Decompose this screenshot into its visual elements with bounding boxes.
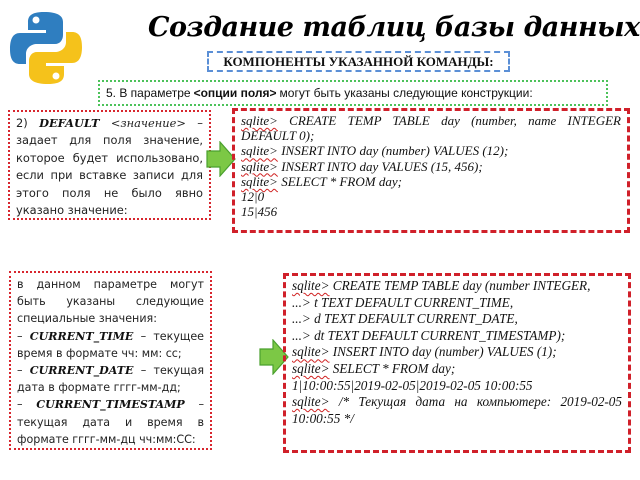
intro-box (98, 80, 608, 106)
default-description-box (8, 110, 211, 220)
special-value-item: – CURRENT_TIME – текущее время в формате чч: мм: сс; (17, 329, 204, 360)
page-title: Создание таблиц базы данных (148, 12, 640, 43)
code-line: sqlite> SELECT * FROM day; (241, 173, 402, 189)
special-values-intro: в данном параметре могут быть указаны следующие специальные значения: (17, 278, 204, 326)
code-line: sqlite> INSERT INTO day (number) VALUES (1); (292, 344, 557, 360)
code-line: ...> dt TEXT DEFAULT CURRENT_TIMESTAMP); (292, 327, 566, 343)
default-code-example (232, 108, 630, 233)
code-output: 1|10:00:55|2019-02-05|2019-02-05 10:00:55 (292, 377, 533, 393)
item-number: 2) (16, 116, 28, 130)
code-line: sqlite> CREATE TEMP TABLE day (number INTEGER, (292, 278, 591, 293)
code-line: sqlite> SELECT * FROM day; (292, 360, 456, 376)
default-param: <значение> (110, 116, 186, 130)
default-keyword: DEFAULT (39, 116, 100, 130)
code-line: sqlite> INSERT INTO day VALUES (15, 456); (241, 158, 483, 174)
code-line: sqlite> CREATE TEMP TABLE day (number, name INTEGER DEFAULT 0); (241, 113, 621, 144)
section-subtitle: КОМПОНЕНТЫ УКАЗАННОЙ КОМАНДЫ: (207, 51, 510, 72)
code-comment: sqlite> /* Текущая дата на компьютере: 2019-02-05 10:00:55 */ (292, 394, 622, 426)
code-output: 12|0 (241, 189, 265, 205)
code-output: 15|456 (241, 204, 278, 220)
code-line: ...> d TEXT DEFAULT CURRENT_DATE, (292, 311, 518, 327)
default-description-text: – задает для поля значение, которое будет использовано, если при вставке записи для этого поля не было явно указано значение: (16, 116, 203, 218)
special-value-item: – CURRENT_TIMESTAMP – текущая дата и время в формате гггг-мм-дц чч:мм:СС: (17, 398, 205, 446)
special-value-item: – CURRENT_DATE – текущая дата в формате гггг-мм-дд; (17, 364, 204, 395)
python-logo-icon (8, 8, 84, 88)
current-values-code-example (283, 273, 631, 453)
code-line: ...> t TEXT DEFAULT CURRENT_TIME, (292, 294, 514, 310)
intro-suffix: могут быть указаны следующие конструкции: (279, 86, 533, 100)
code-line: sqlite> INSERT INTO day (number) VALUES (12); (241, 143, 509, 159)
special-values-description-box (9, 271, 212, 450)
intro-keyword: <опции поля> (193, 86, 277, 100)
intro-prefix: 5. В параметре (106, 86, 191, 100)
